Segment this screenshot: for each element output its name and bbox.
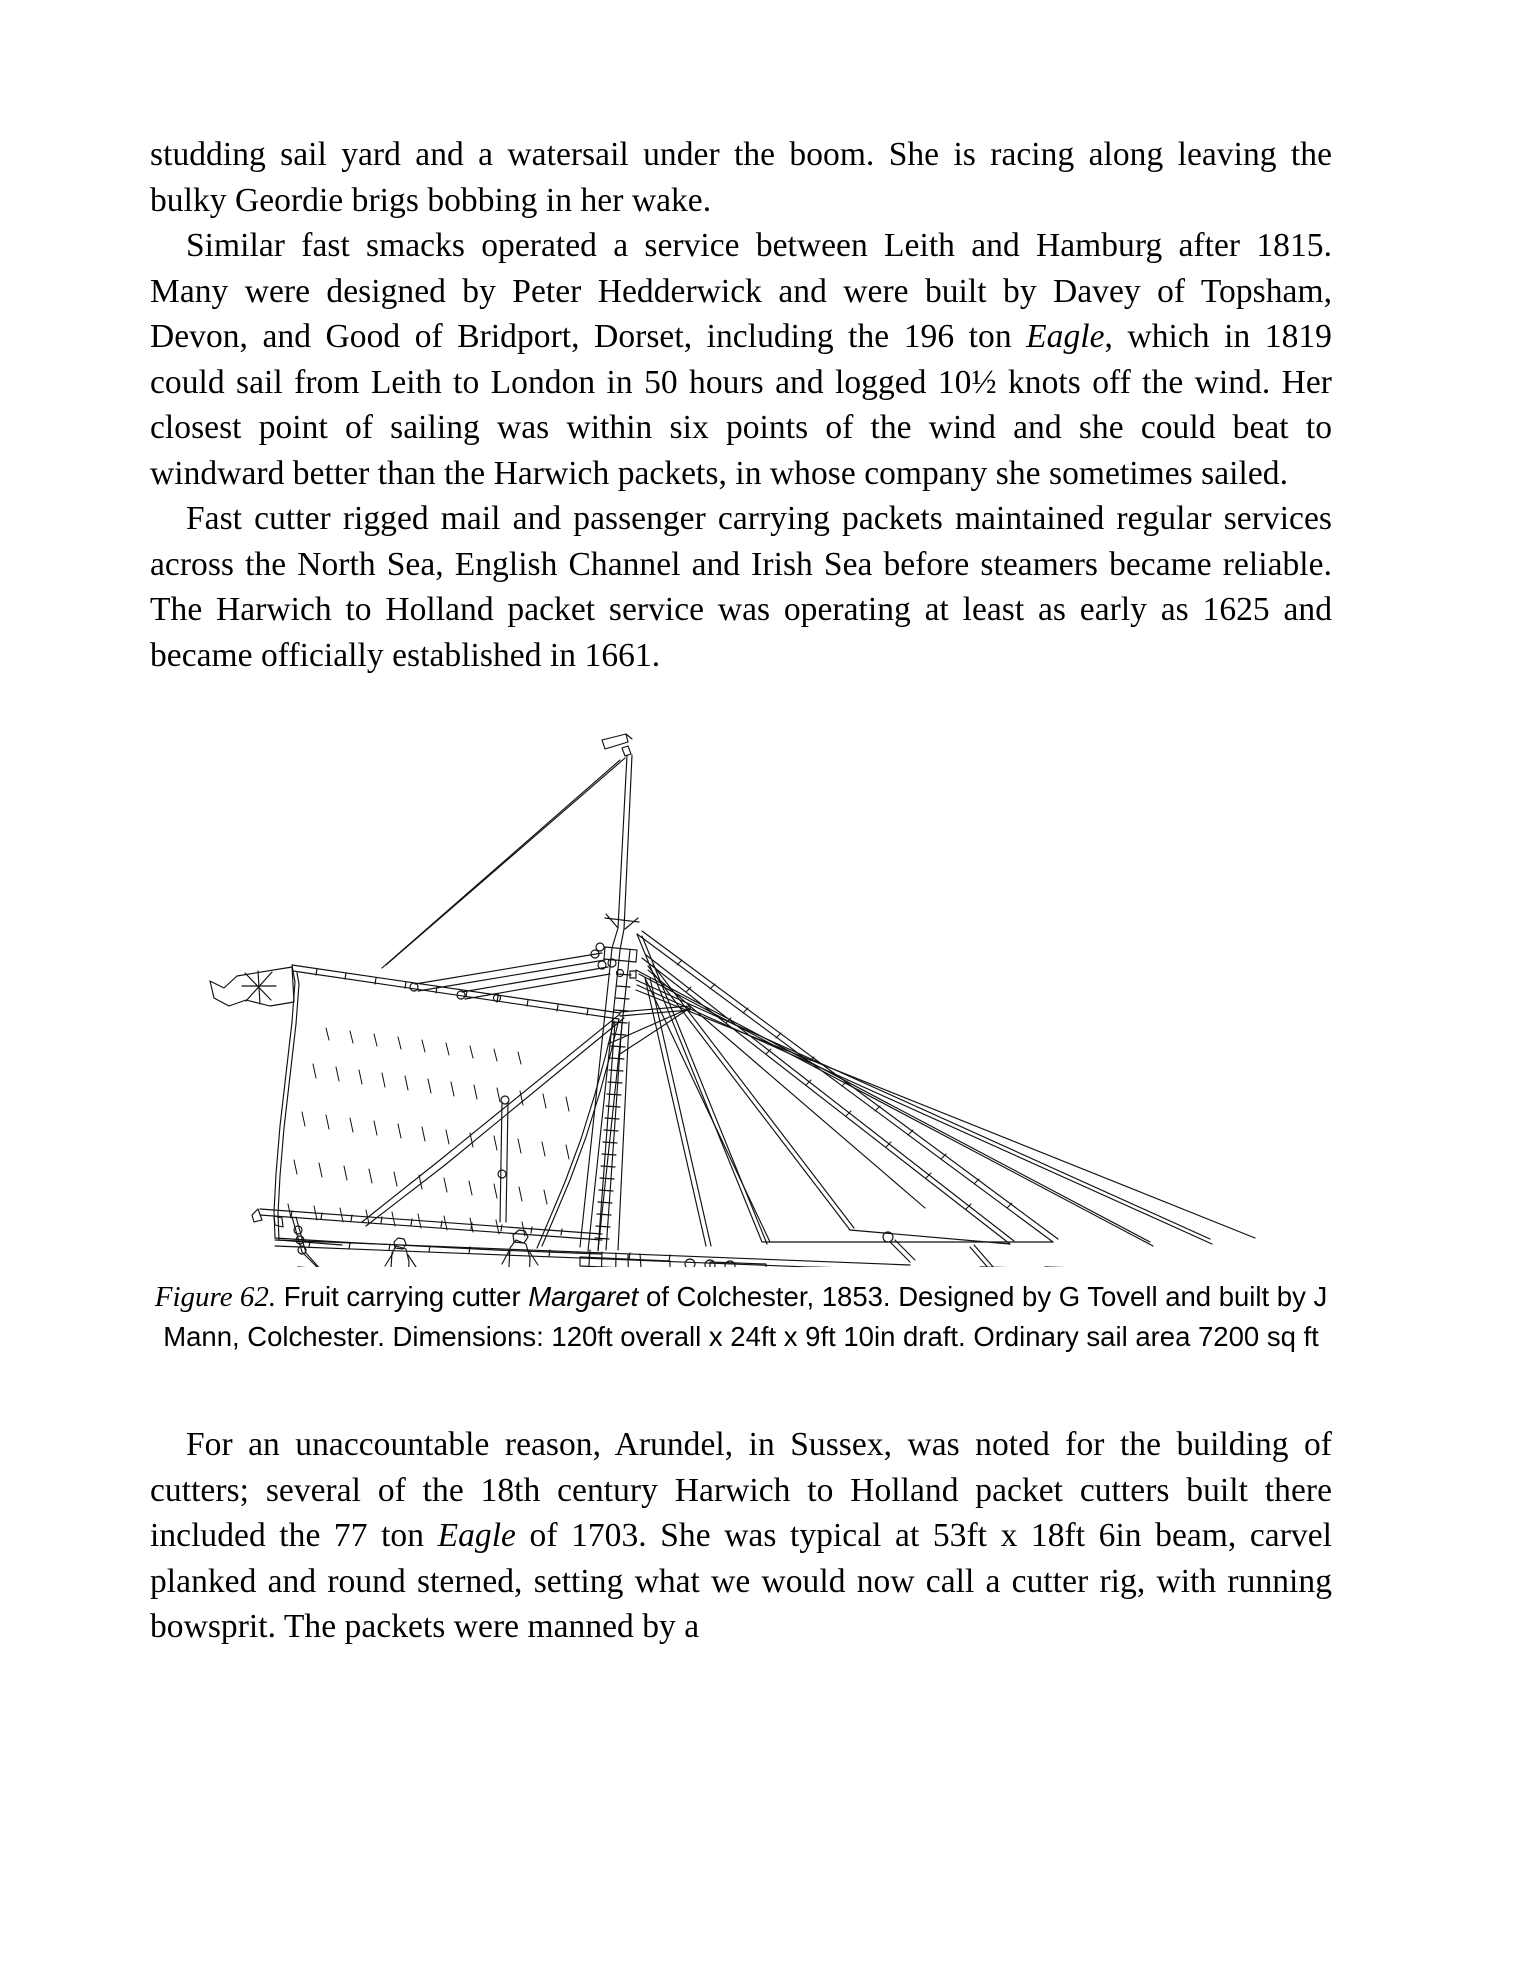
text-run: Similar fast smacks operated a service between Leith and Hamburg after 1815. Many were designed by Peter Hedderwick and were built by Davey of Topsham, Devon, and Good of Bridport, Dorset, including the 196 ton [150, 227, 1332, 355]
topmast-stay [382, 758, 625, 968]
figure-number-label: Figure 62. [154, 1281, 277, 1313]
ensign-flag [210, 967, 294, 1006]
stay-hanks [677, 960, 1012, 1209]
mainsail-reef-points [288, 1028, 569, 1236]
cutter-margaret-line-drawing [150, 722, 1332, 1267]
caption-text-run: of Colchester, 1853. Designed by G Tovell and built by J Mann, Colchester. Dimensions: 120ft overall x 24ft x 9ft 10in draft. Ordinary sail area 7200 sq ft [163, 1281, 1328, 1352]
peak-halyards [410, 950, 610, 1002]
figure-62 [150, 722, 1332, 1356]
running-backstays [636, 970, 1255, 1246]
paragraph-2 [150, 223, 1332, 496]
crew-figure-forward [385, 1238, 416, 1267]
text-run: of 1703. She was typical at 53ft x 18ft 6in beam, carvel planked and round sterned, setting what we would now call a cutter rig, with running bowsprit. The packets were manned by a [150, 1517, 1332, 1645]
text-run: , which in 1819 could sail from Leith to London in 50 hours and logged 10½ knots off the wind. Her closest point of sailing was within six points of the wind and she could beat to windward better than the Harwich packets, in whose company she sometimes sailed. [150, 318, 1332, 492]
headsail-outer-jib [642, 955, 1014, 1244]
caption-text-run: Fruit carrying cutter [276, 1281, 529, 1312]
mainsail [274, 971, 619, 1254]
masthead-group [602, 734, 639, 950]
topping-lifts [362, 1014, 624, 1226]
italic-ship-name: Eagle [1026, 318, 1105, 355]
text-run: For an unaccountable reason, Arundel, in Sussex, was noted for the building of cutters; several of the 18th century Harwich to Holland packet cutters built there included the 77 ton [150, 1426, 1332, 1554]
paragraph-3: Fast cutter rigged mail and passenger carrying packets maintained regular services across the North Sea, English Channel and Irish Sea before steamers became reliable. The Harwich to Holland packet service was operating at least as early as 1625 and became officially established in 1661. [150, 500, 1332, 674]
figure-caption [150, 1277, 1332, 1356]
crew-figure-amidships [502, 1230, 538, 1267]
page-content-column [150, 132, 1332, 1650]
italic-ship-name: Eagle [437, 1517, 516, 1554]
body-text-bottom [150, 1422, 1332, 1650]
paragraph-1: studding sail yard and a watersail under the boom. She is racing along leaving the bulky Geordie brigs bobbing in her wake. [150, 136, 1332, 219]
body-text-top [150, 132, 1332, 678]
paragraph-4 [150, 1422, 1332, 1650]
italic-ship-name: Margaret [528, 1281, 639, 1312]
lower-mast [580, 943, 637, 1251]
